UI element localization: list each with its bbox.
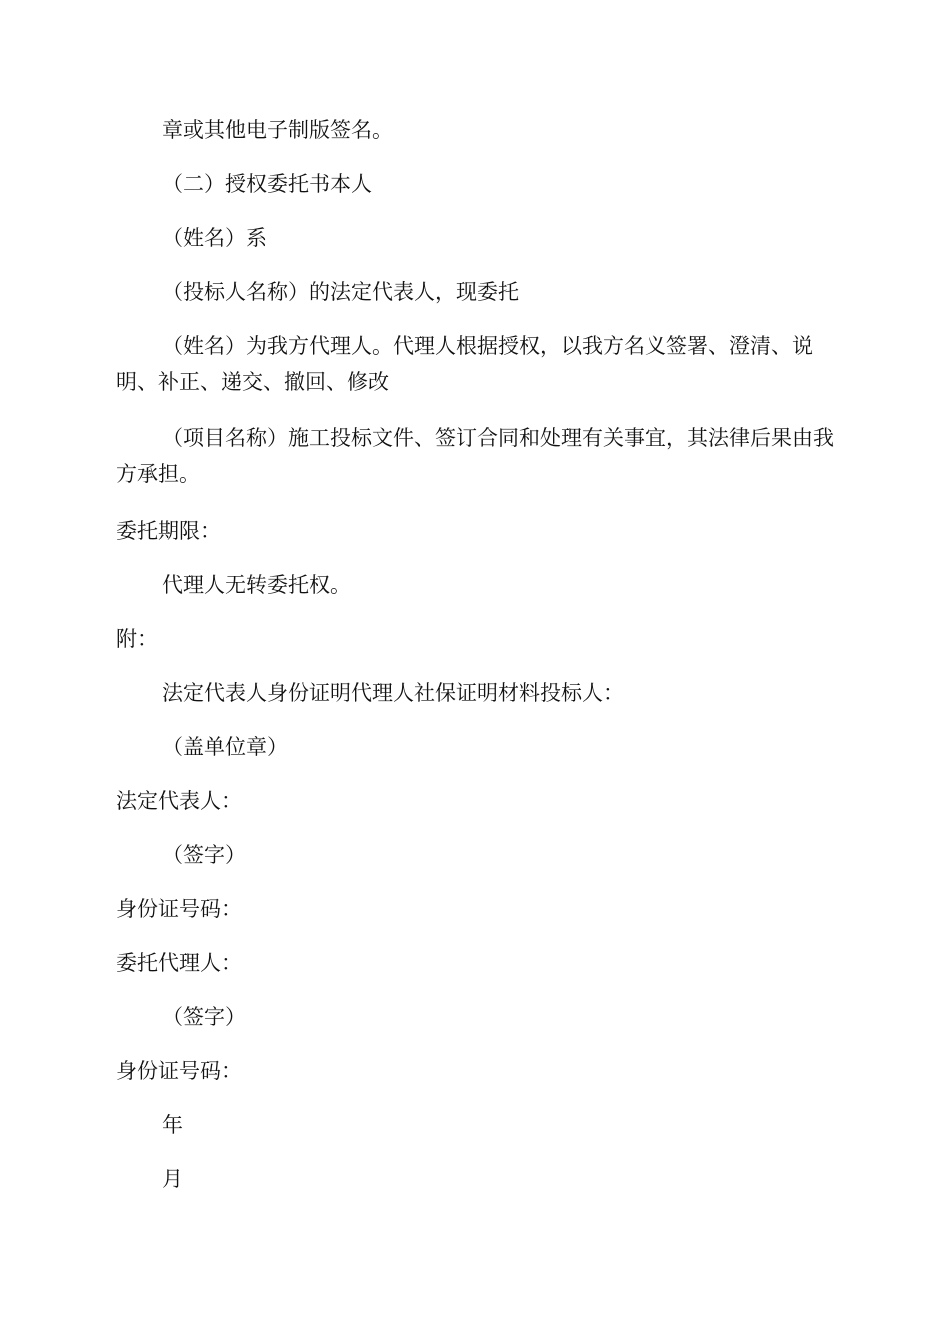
text-line-legal-representative: 法定代表人：: [116, 789, 242, 813]
text-line-bidder-name: （投标人名称）的法定代表人，现委托: [162, 280, 519, 304]
text-line-id-number-1: 身份证号码：: [116, 897, 242, 921]
text-line-company-seal: （盖单位章）: [162, 735, 288, 759]
text-line-year: 年: [162, 1113, 183, 1137]
text-line-name-field: （姓名）系: [162, 226, 267, 250]
text-line-signature-2: （签字）: [162, 1005, 246, 1029]
text-line-authorized-agent: 委托代理人：: [116, 951, 242, 975]
text-line-signature-note: 章或其他电子制版签名。: [162, 118, 393, 142]
text-paragraph-agent-authorization: （姓名）为我方代理人。代理人根据授权，以我方名义签署、澄清、说明、补正、递交、撤回、修改: [116, 334, 813, 394]
text-line-attachment-items: 法定代表人身份证明代理人社保证明材料投标人：: [162, 681, 624, 705]
text-line-attachment: 附：: [116, 627, 158, 651]
text-line-authorization-heading: （二）授权委托书本人: [162, 172, 372, 196]
text-line-id-number-2: 身份证号码：: [116, 1059, 242, 1083]
text-paragraph-project-scope: （项目名称）施工投标文件、签订合同和处理有关事宜，其法律后果由我方承担。: [116, 426, 834, 486]
text-line-no-subdelegation: 代理人无转委托权。: [162, 573, 351, 597]
text-line-month: 月: [162, 1167, 183, 1191]
text-line-signature-1: （签字）: [162, 843, 246, 867]
text-line-term: 委托期限：: [116, 519, 221, 543]
